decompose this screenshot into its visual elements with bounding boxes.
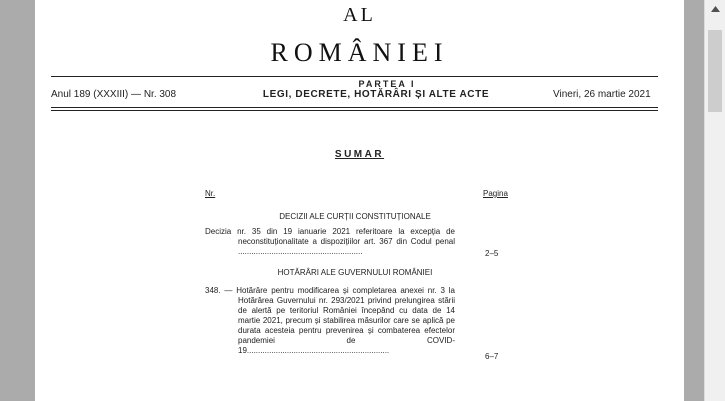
issue-date: Vineri, 26 martie 2021 <box>553 89 651 100</box>
entry-text: Decizia nr. 35 din 19 ianuarie 2021 referitoare la excepția de neconstituționalitate a dispozițiilor art. 367 din Codul penal ........................................................ <box>205 227 455 256</box>
summary-entry[interactable] <box>205 286 455 356</box>
entry-pages: 6–7 <box>485 352 499 361</box>
summary-title: SUMAR <box>334 149 385 160</box>
scroll-thumb[interactable] <box>708 30 722 112</box>
triangle-up-icon <box>711 6 720 12</box>
pagina-column-header: Pagina <box>483 189 508 198</box>
header-bottom-rule-1 <box>51 107 658 108</box>
nr-column-header: Nr. <box>205 189 216 198</box>
document-page <box>35 0 684 401</box>
header-bottom-rule-2 <box>51 110 658 111</box>
entry-pages: 2–5 <box>485 249 499 258</box>
gazette-title-line2: ROMÂNIEI <box>270 38 449 67</box>
section-heading-government: HOTĂRÂRI ALE GUVERNULUI ROMÂNIEI <box>277 268 433 277</box>
entry-text: 348. — Hotărâre pentru modificarea și completarea anexei nr. 3 la Hotărârea Guvernului nr. 293/2021 privind prelungirea stării de alertă pe teritoriul României începând cu data de 14 martie 2021, precum și stabilirea măsurilor care se aplică pe durata acesteia pentru prevenirea și combaterea efectelor pandemiei de COVID-19................................................................ <box>205 286 455 355</box>
vertical-scrollbar[interactable] <box>704 0 725 401</box>
section-subtitle: LEGI, DECRETE, HOTĂRÂRI ȘI ALTE ACTE <box>262 89 490 100</box>
summary-entry[interactable] <box>205 227 455 257</box>
parte-label: PARTEA I <box>358 79 416 89</box>
header-top-rule <box>51 76 658 77</box>
gazette-title-line1: AL <box>343 4 376 26</box>
section-heading-ccr: DECIZII ALE CURȚII CONSTITUȚIONALE <box>279 212 431 221</box>
issue-number: Anul 189 (XXXIII) — Nr. 308 <box>51 89 177 100</box>
scroll-up-button[interactable] <box>705 0 725 17</box>
